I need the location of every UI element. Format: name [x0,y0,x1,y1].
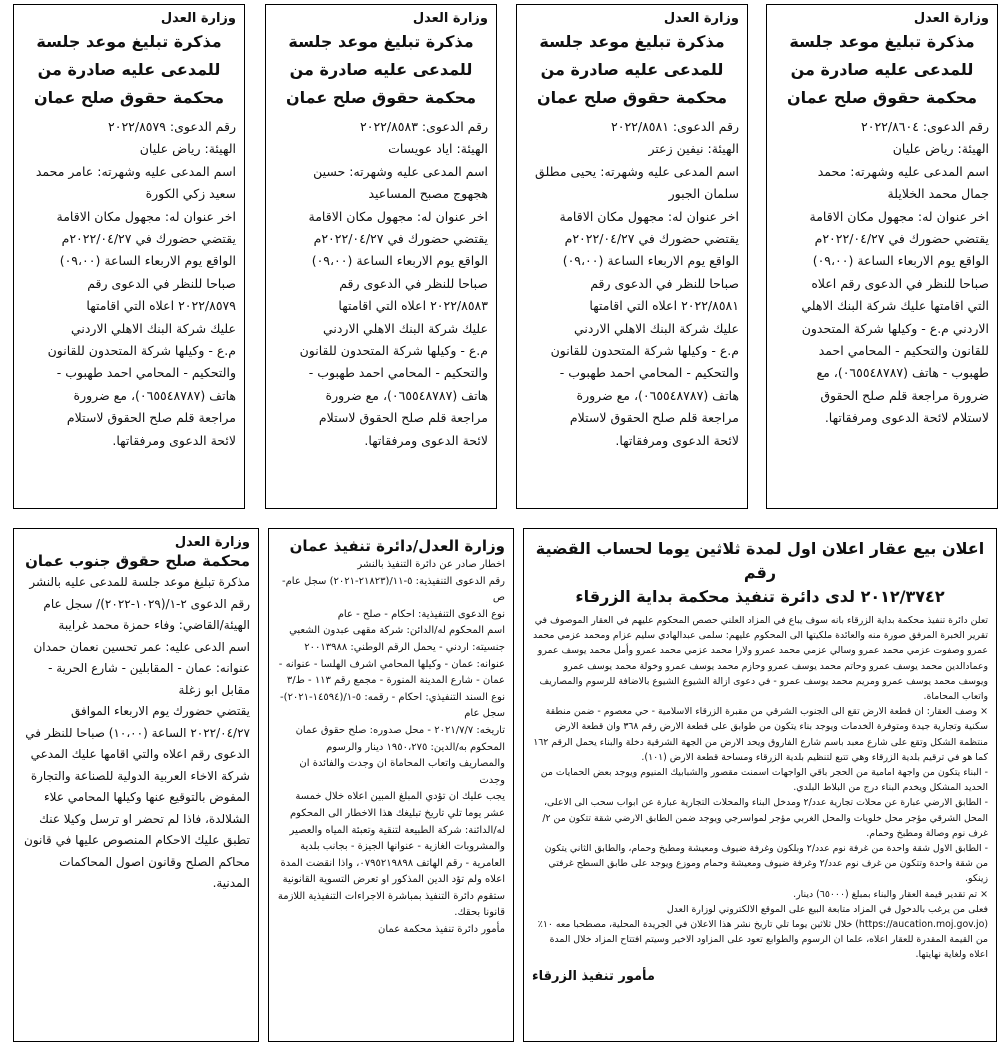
paragraph: نوع الدعوى التنفيذية: احكام - صلح - عام [337,608,505,620]
notice-line: ٢٠٢٢/٨٥٨٣ اعلاه التي اقامتها [338,298,488,314]
notice-line: عليك شركة البنك الاهلي الاردني [70,320,236,336]
heading-line: مذكرة تبليغ موعد جلسة [539,32,725,51]
notice-line: رقم الدعوى: ٢٠٢٢/٨٥٧٩ [108,119,236,134]
notice-line: لائحة الدعوى ومرفقاتها. [364,432,488,448]
heading-line: محكمة حقوق صلح عمان [285,88,477,107]
notice-line: الواقع يوم الاربعاء الساعة (٠٩،٠٠) [59,253,236,269]
notice-line: طهبوب - هاتف (٠٦٥٥٤٨٧٨٧)، مع [816,365,989,381]
notice-line: اسم المدعى عليه وشهرته: عامر محمد [35,163,236,179]
heading-line: مذكرة تبليغ موعد جلسة [789,32,975,51]
paragraph: فعلى من يرغب بالدخول في المزاد متابعة البيع على الموقع الالكتروني لوزارة العدل (https://aucation.moj.gov.jo) خلال ثلاثين يوما تلي تاريخ نشر هذا الاعلان في الجريدة المحلية، مصطحبا معه ١٠٪ من القيمة المقدرة للعقار اعلاه، علما ان الرسوم والطوابع تعود على المزاود الاخير وسيتم افتتاح المزاد خلال المدة اعلاه ولغاية نهايتها. [537,903,988,961]
paragraph: رقم الدعوى ٢-١/(١٠٢٩-٢٠٢٢)/ سجل عام [43,596,250,611]
notice-body [775,116,989,430]
notice-line: مراجعة قلم صلح الحقوق لاستلام [569,410,739,426]
notice-line: صباحا للنظر في الدعوى رقم [339,275,488,291]
notice-heading [775,28,989,112]
notice-body [274,116,488,452]
notice-line: رقم الدعوى: ٢٠٢٢/٨٥٨١ [611,119,739,134]
paragraph: × تم تقدير قيمة العقار والبناء بمبلغ (٦٥٠٠٠) دينار. [793,888,988,900]
notice-line: اخر عنوان له: مجهول مكان الاقامة [56,208,236,224]
notice-line: يقتضي حضورك في ٢٠٢٢/٠٤/٢٧م [61,231,236,247]
notice-line: الواقع يوم الاربعاء الساعة (٠٩،٠٠) [311,253,488,269]
notice-8604 [766,4,998,509]
notice-line: لائحة الدعوى ومرفقاتها. [615,432,739,448]
notice-line: للقانون والتحكيم - المحامي احمد [818,343,989,359]
notice-body [525,116,739,452]
paragraph: × وصف العقار: ان قطعة الارض تقع الى الجنوب الشرقي من مقبرة الزرقاء الاسلامية - حي معصوم - ضمن منطقة سكنية وتجارية جيدة ومتوفرة الخدمات ويوجد بناء يتكون من طوابق على قطعة الارض رقم ٣٦٨ وان قطعة الارض منتظمة الشكل وتقع على شارع معبد باسم شارع الفاروق ويحد الارض من الجهة الشرقية دخلة والبناء يحمل الرقم ١٦٢ كما هو في ترقيم بلدية الزرقاء وهي تتبع لتنظيم بلدية الزرقاء ومساحة قطعة الارض (١٠١). [533,706,988,763]
heading-line: محكمة حقوق صلح عمان [33,88,225,107]
notice-heading [274,28,488,112]
notice-line: سلمان الجبور [668,186,739,202]
notice-line: يقتضي حضورك في ٢٠٢٢/٠٤/٢٧م [564,231,739,247]
notice-line: يقتضي حضورك في ٢٠٢٢/٠٤/٢٧م [814,231,989,247]
notice-line: هاتف (٠٦٥٥٤٨٧٨٧)، مع ضرورة [576,387,739,403]
notice-line: والتحكيم - المحامي احمد طهبوب - [56,365,236,381]
notice-heading [525,28,739,112]
notice-line: م.ع - وكيلها شركة المتحدون للقانون [47,343,236,359]
notice-line: الواقع يوم الاربعاء الساعة (٠٩،٠٠) [812,253,989,269]
paragraph: مذكرة تبليغ موعد جلسة للمدعى عليه بالنشر [29,575,250,589]
notice-line: اسم المدعى عليه وشهرته: يحيى مطلق [535,163,739,179]
title-line: ٢٠١٢/٣٧٤٢ لدى دائرة تنفيذ محكمة بداية الزرقاء [575,587,945,606]
notice-line: هجهوج مصبح المساعيد [368,186,488,202]
paragraph: رقم الدعوى التنفيذية: ٥-١١/(٢١٨٢٣-٢٠٢١) سجل عام-ص [282,575,505,604]
notice-line: صباحا للنظر في الدعوى رقم [87,275,236,291]
paragraph: نوع السند التنفيذي: احكام - رقمه: ٥-١/(١٤٥٩٤-٢٠٢١)-سجل عام [280,691,505,720]
notice-line: اسم المدعى عليه وشهرته: محمد [817,163,989,179]
notice-line: مراجعة قلم صلح الحقوق لاستلام [318,410,488,426]
notice-line: م.ع - وكيلها شركة المتحدون للقانون [299,343,488,359]
paragraph: عنوانه: عمان - وكيلها المحامي اشرف الهلسا - عنوانه - عمان - شارع المدينة المنورة - مجمع رقم ١١٣ - ط/٣ [278,658,505,687]
paragraph: جنسيته: اردني - يحمل الرقم الوطني: ٢٠٠١٣٩٨٨ [304,641,505,653]
notice-line: الواقع يوم الاربعاء الساعة (٠٩،٠٠) [562,253,739,269]
paragraph: اسم الدعى عليه: عمر تحسين نعمان حمدان [33,639,250,654]
notice-line: اخر عنوان له: مجهول مكان الاقامة [559,208,739,224]
notice-line: لاستلام لائحة الدعوى ومرفقاتها. [824,410,989,426]
heading-line: للمدعى عليه صادرة من [540,60,724,79]
notice-line: التي اقامتها عليك شركة البنك الاهلي [801,298,989,314]
notice-line: يقتضي حضورك في ٢٠٢٢/٠٤/٢٧م [313,231,488,247]
notice-line: هاتف (٠٦٥٥٤٨٧٨٧)، مع ضرورة [325,387,488,403]
heading-line: للمدعى عليه صادرة من [37,60,221,79]
notice-line: الهيئة: رياض عليان [139,141,236,157]
ministry-title: وزارة العدل [913,11,989,26]
notice-line: الاردني م.ع - وكيلها شركة المتحدون [801,320,989,336]
paragraph: عنوانه: عمان - المقابلين - شارع الحرية - مقابل ابو زغلة [48,661,250,697]
notice-line: رقم الدعوى: ٢٠٢٢/٨٥٨٣ [360,119,488,134]
paragraph: - الطابق الارضي عبارة عن محلات تجارية عدد/٢ ومدخل البناء والمحلات التجارية عبارة عن ابواب سحب الى الاعلى، المحل الشرقي مؤجر محل خلويات والمحل الغربي مؤجر لمواسرجي ويوجد ضمن الطابق الارضي شقة تتكون من ٢/غرف نوم وصالة ومطبخ وحمام. [542,797,988,839]
paragraph: اسم المحكوم له/الدائن: شركة مقهى عبدون الشعبي [289,625,505,637]
notice-line: مراجعة قلم صلح الحقوق لاستلام [66,410,236,426]
execution-body [277,557,505,939]
notice-line: اخر عنوان له: مجهول مكان الاقامة [809,208,989,224]
notice-line: م.ع - وكيلها شركة المتحدون للقانون [550,343,739,359]
auction-title [532,537,988,609]
notice-8583 [265,4,497,509]
ministry-title: وزارة العدل [663,11,739,26]
heading-line: مذكرة تبليغ موعد جلسة [288,32,474,51]
notice-line: اخر عنوان له: مجهول مكان الاقامة [308,208,488,224]
execution-notice [268,528,514,1042]
notice-line: ٢٠٢٢/٨٥٧٩ اعلاه التي اقامتها [86,298,236,314]
notice-line: عليك شركة البنك الاهلي الاردني [322,320,488,336]
auction-body [532,613,988,963]
notice-line: جمال محمد الخلايلة [887,186,989,202]
paragraph: تاريخه: ٢٠٢١/٧/٧ - محل صدوره: صلح حقوق عمان [295,724,505,736]
ministry-title: وزارة العدل [174,535,250,550]
ministry-title: وزارة العدل [160,11,236,26]
notice-line: الهيئة: نيفين زعتر [648,141,739,157]
heading-line: محكمة حقوق صلح عمان [786,88,978,107]
paragraph: اخطار صادر عن دائرة التنفيذ بالنشر [357,559,505,570]
notice-line: لائحة الدعوى ومرفقاتها. [112,432,236,448]
paragraph: مأمور دائرة تنفيذ محكمة عمان [378,924,505,936]
notice-line: الهيئة: اياد عويسات [388,141,488,157]
notice-line: سعيد زكي الكورة [145,186,236,202]
notice-line: اسم المدعى عليه وشهرته: حسين [313,163,488,179]
notice-line: والتحكيم - المحامي احمد طهبوب - [308,365,488,381]
notice-8579 [13,4,245,509]
notice-line: عليك شركة البنك الاهلي الاردني [573,320,739,336]
auction-notice [523,528,997,1042]
auction-signature: مأمور تنفيذ الزرقاء [532,968,655,984]
notice-heading [22,28,236,112]
court-title: محكمة صلح حقوق جنوب عمان [25,552,250,570]
paragraph: يقتضي حضورك يوم الاربعاء الموافق ٢٠٢٢/٠٤/٢٧ الساعة (١٠،٠٠) صباحا للنظر في الدعوى رقم اعلاه والتي اقامها عليك المدعي شركة الاخاء العربية الدولية للصناعة والتجارة المفوض بالتوقيع عنها وكيلها المحامي علاء الشلالدة، فاذا لم تحضر او ترسل وكيلا عنك تطبق عليك الاحكام المنصوص عليها في قانون محاكم الصلح وقانون اصول المحاكمات المدنية. [24,704,250,890]
paragraph: - البناء يتكون من واجهة امامية من الحجر باقي الواجهات اسمنت مقصور والشبابيك المنيوم ويوجد بعض الحمايات من الحديد المشكل ويخدم البناء درج من البلاط البلدي. [540,767,988,794]
paragraph: - الطابق الاول شقة واحدة من غرفة نوم عدد/٢ وبلكون وغرفة ضيوف ومعيشة ومطبخ وحمام، والطابق الثاني يتكون من شقة واحدة وتتكون من غرف نوم عدد/٢ وغرفة ضيوف ومعيشة وحمام وموزع ويوجد على طابق السطح غرفتي زينكو. [544,843,988,885]
notice-line: ٢٠٢٢/٨٥٨١ اعلاه التي اقامتها [589,298,739,314]
heading-line: محكمة حقوق صلح عمان [536,88,728,107]
paragraph: تعلن دائرة تنفيذ محكمة بداية الزرقاء بانه سوف يباع في المزاد العلني حصص المحكوم عليهم في العقار الموصوف في تقرير الخبرة المرفق صورة منه والعائدة ملكيتها الى المحكوم عليهم: سلمى عبدالهادي سليم عزام ومحمد عزمي محمد عمرو وصفوت عزمي محمد عمرو وسالي عزمي محمد عمرو ولارا محمد عزمي محمد عمرو وأمل محمد يوسف عمرو وعمادالدين محمد يوسف عمرو وحاتم محمد يوسف عمرو وحازم محمد يوسف عمرو وخولة محمد يوسف عمرو ويوسف محمد يوسف عمرو ومريم محمد يوسف عمرو - في دعوى ازالة الشيوع الشيوع بالاضافة للرسوم والمصاريف واتعاب المحاماة. [533,615,988,703]
south-body [22,572,250,895]
title-line: اعلان بيع عقار اعلان اول لمدة ثلاثين يوما لحساب القضية رقم [535,539,985,582]
notice-line: صباحا للنظر في الدعوى رقم [590,275,739,291]
heading-line: مذكرة تبليغ موعد جلسة [36,32,222,51]
execution-title: وزارة العدل/دائرة تنفيذ عمان [289,537,505,555]
heading-line: للمدعى عليه صادرة من [289,60,473,79]
heading-line: للمدعى عليه صادرة من [790,60,974,79]
paragraph: المحكوم به/الدين: ١٩٥٠،٢٧٥ دينار والرسوم والمصاريف واتعاب المحاماة ان وجدت والفائدة ان وجدت [299,741,505,786]
notice-line: هاتف (٠٦٥٥٤٨٧٨٧)، مع ضرورة [73,387,236,403]
notice-line: والتحكيم - المحامي احمد طهبوب - [559,365,739,381]
notice-line: ضرورة مراجعة قلم صلح الحقوق [820,387,989,403]
paragraph: الهيئة/القاضي: وفاء حمزة محمد غرايبة [58,618,250,632]
notice-body [22,116,236,452]
ministry-title: وزارة العدل [412,11,488,26]
south-amman-notice [13,528,259,1042]
paragraph: يجب عليك ان تؤدي المبلغ المبين اعلاه خلال خمسة عشر يوما تلي تاريخ تبليغك هذا الاخطار الى المحكوم له/الدائنة: شركة الطبيعة لتنقية وتعبئة المياه والعصير والمشروبات الغازية - عنوانها الجيزة - بجانب بلدية العامرية - رقم الهاتف ٠٧٩٥٢١٩٨٩٨، واذا انقضت المدة اعلاه ولم تؤد الدين المذكور او تعرض التسوية القانونية ستقوم دائرة التنفيذ بمباشرة الاجراءات التنفيذية اللازمة قانونا بحقك. [277,791,505,919]
notice-line: صباحا للنظر في الدعوى رقم اعلاه [811,275,989,291]
notice-line: رقم الدعوى: ٢٠٢٢/٨٦٠٤ [861,119,989,134]
notice-8581 [516,4,748,509]
notice-line: الهيئة: رياض عليان [892,141,989,157]
